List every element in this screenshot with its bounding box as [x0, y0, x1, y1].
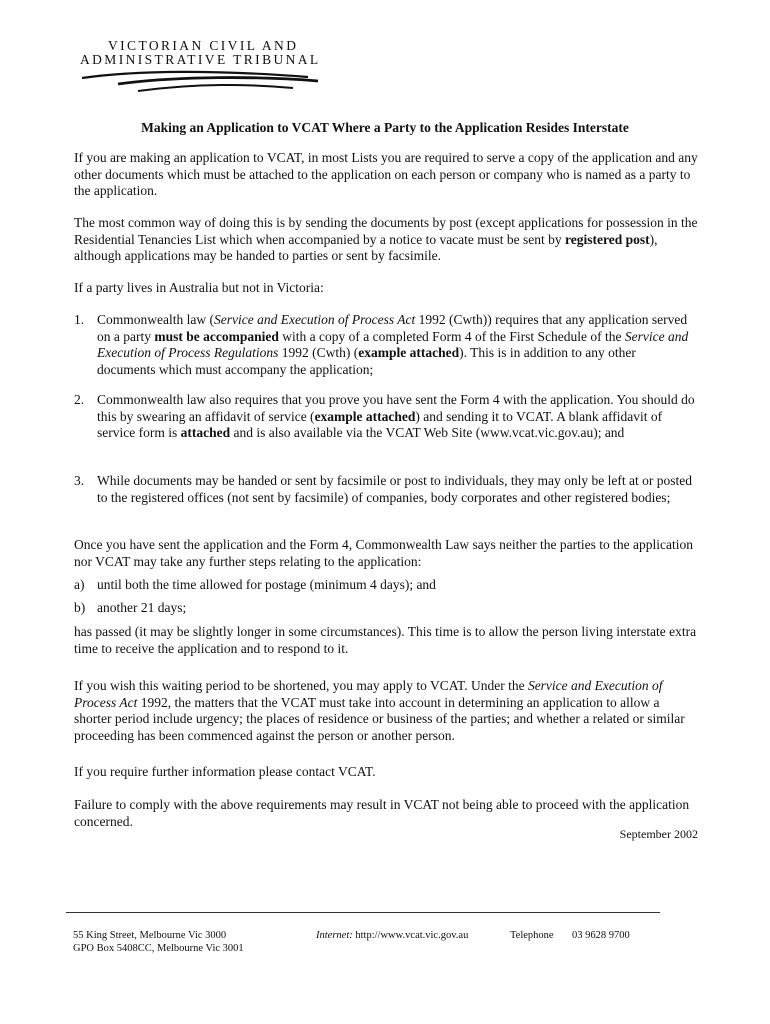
list-item-1-number: 1. — [74, 312, 85, 327]
paragraph-passed-text: has passed (it may be slightly longer in some circumstances). This time is to allow the person living interstate extra time to receive the application and to respond to it. — [74, 624, 697, 656]
item1-text-c: 1992 (Cwth)) requires that any application served on a party — [97, 312, 688, 344]
paragraph-serving-text: If you are making an application to VCAT, in most Lists you are required to serve a copy of the application and any other documents which must be attached to the application on each person or company who is named as a party to the application. — [74, 150, 698, 198]
item1-text-i: ). This is in addition to any other documents which must accompany the application; — [97, 345, 636, 377]
sub-item-b-text: another 21 days; — [97, 600, 187, 615]
paragraph-post — [74, 215, 699, 265]
document-date: September 2002 — [619, 827, 698, 841]
footer-divider — [66, 912, 660, 913]
page-title: Making an Application to VCAT Where a Party to the Application Resides Interstate — [141, 120, 629, 135]
paragraph-failure-text: Failure to comply with the above requirements may result in VCAT not being able to proceed with the application concerned. — [74, 797, 690, 829]
registered-post-emphasis: registered post — [565, 231, 650, 247]
footer-telephone-label: Telephone — [510, 930, 554, 941]
item2-text-e: and is also available via the VCAT Web Site (www.vcat.vic.gov.au); and — [230, 425, 625, 440]
paragraph-passed — [74, 624, 699, 657]
paragraph-contact-text: If you require further information please contact VCAT. — [74, 764, 376, 779]
footer-website-link[interactable]: http://www.vcat.vic.gov.au — [355, 930, 469, 941]
paragraph-shorten-act-title: Service and Execution of Process Act — [74, 678, 663, 710]
item2-attached: attached — [180, 425, 231, 440]
footer-internet-label: Internet: — [316, 930, 353, 941]
paragraph-waiting-text: Once you have sent the application and the Form 4, Commonwealth Law says neither the parties to the application nor VCAT may take any further steps relating to the application: — [74, 537, 693, 569]
logo-swoosh-icon — [78, 68, 378, 100]
item1-text-e: with a copy of a completed Form 4 of the First Schedule of the — [278, 328, 625, 344]
footer-address-line-1: 55 King Street, Melbourne Vic 3000 — [73, 930, 227, 941]
item2-text-a: Commonwealth law also requires that you prove you have sent the Form 4 with the application. You should do this by swearing an affidavit of service ( — [97, 392, 695, 424]
list-item-2-number: 2. — [74, 392, 85, 407]
logo-line-1: VICTORIAN CIVIL AND — [108, 38, 299, 53]
paragraph-failure — [74, 797, 699, 830]
paragraph-serving — [74, 150, 699, 200]
footer-telephone: 03 9628 9700 — [572, 930, 630, 941]
item2-text-c: ) and sending it to VCAT. A blank affidavit of service form is — [97, 408, 663, 440]
footer-address — [73, 929, 244, 955]
paragraph-post-text-c: ), although applications may be handed to parties or sent by facsimile. — [74, 231, 658, 263]
footer-internet — [316, 929, 468, 942]
paragraph-contact — [74, 764, 699, 781]
item1-act-title: Service and Execution of Process Act — [213, 312, 416, 327]
paragraph-shorten — [74, 678, 699, 744]
item2-example-attached: example attached — [314, 408, 416, 424]
item1-must-be-accompanied: must be accompanied — [154, 328, 279, 344]
vcat-logo — [78, 38, 378, 100]
logo-line-2: ADMINISTRATIVE TRIBUNAL — [80, 52, 321, 67]
item1-regulations-title: Service and Execution of Process Regulations — [97, 328, 689, 360]
item1-text-g: 1992 (Cwth) ( — [278, 345, 359, 360]
paragraph-shorten-text-c: 1992, the matters that the VCAT must take into account in determining an application to allow a shorter period include urgency; the places of residence or business of the parties; and whether a related or similar proceeding has been commenced against the person or another person. — [74, 694, 685, 743]
paragraph-waiting — [74, 537, 699, 570]
sub-item-b-label: b) — [74, 600, 86, 615]
list-item-3-text: While documents may be handed or sent by facsimile or post to individuals, they may only be left at or posted to the registered offices (not sent by facsimile) of companies, body corporates and other registered bodies; — [97, 473, 692, 505]
paragraph-interstate — [74, 280, 699, 297]
footer-address-line-2: GPO Box 5408CC, Melbourne Vic 3001 — [73, 943, 244, 954]
paragraph-interstate-text: If a party lives in Australia but not in Victoria: — [74, 280, 324, 295]
item1-text-a: Commonwealth law ( — [97, 312, 214, 327]
paragraph-shorten-text-a: If you wish this waiting period to be shortened, you may apply to VCAT. Under the — [74, 678, 528, 693]
sub-item-a-text: until both the time allowed for postage (minimum 4 days); and — [97, 577, 436, 592]
list-item-3-number: 3. — [74, 473, 85, 488]
paragraph-post-text-a: The most common way of doing this is by sending the documents by post (except applications for possession in the Residential Tenancies List which when accompanied by a notice to vacate must be sent by — [74, 215, 698, 247]
item1-example-attached: example attached — [358, 345, 460, 360]
sub-item-a-label: a) — [74, 577, 85, 592]
